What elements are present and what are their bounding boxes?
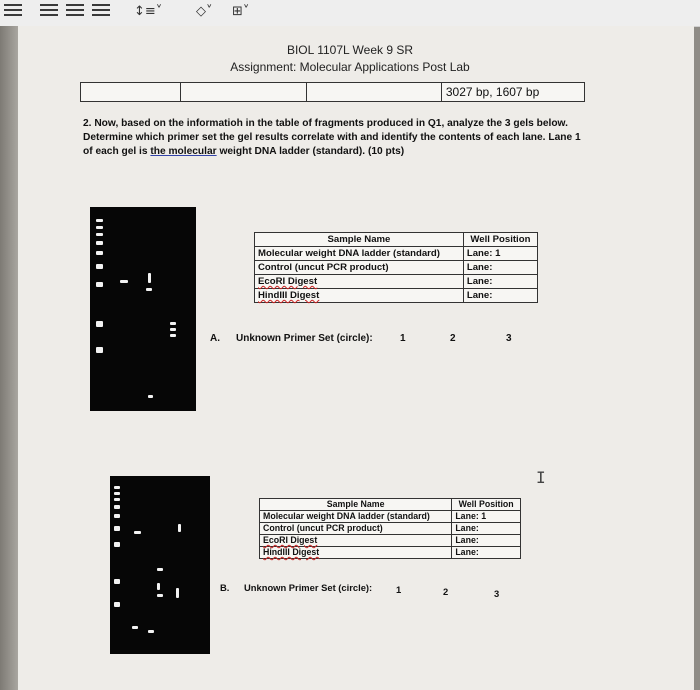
primer-option-2[interactable]: 2 [450,333,456,344]
gel-band [132,626,138,629]
answer-cell-empty[interactable] [181,83,306,101]
gel-band [96,241,103,245]
gel-band [96,282,103,287]
table-header-well: Well Position [452,499,521,511]
well-cell[interactable]: Lane: [452,535,521,547]
align-left-icon[interactable] [4,4,22,18]
gel-band [96,321,103,327]
gel-band [176,588,179,598]
shading-icon[interactable]: ◇˅ [196,4,213,19]
primer-label-a: Unknown Primer Set (circle): [236,333,373,344]
answer-cell-empty[interactable] [307,83,442,101]
page-shadow [0,26,18,690]
well-cell[interactable]: Lane: 1 [452,511,521,523]
answer-cell-empty[interactable] [81,83,181,101]
sample-name-cell: Molecular weight DNA ladder (standard) [255,247,464,261]
primer-option-2[interactable]: 2 [443,586,449,597]
gel-band [96,219,103,222]
well-cell[interactable]: Lane: [463,275,537,289]
answer-cell-value[interactable] [442,83,584,101]
answer-text: 3027 bp, 1607 bp [445,85,540,99]
gel-band [96,251,103,255]
sample-name-cell: Molecular weight DNA ladder (standard) [260,511,452,523]
line-spacing-icon[interactable]: ↕≡˅ [134,4,163,19]
sample-name-cell: Control (uncut PCR product) [255,261,464,275]
well-cell[interactable]: Lane: 1 [463,247,537,261]
primer-option-1[interactable]: 1 [400,333,406,344]
well-cell[interactable]: Lane: [463,289,537,303]
gel-band [170,322,176,325]
gel-band [114,542,120,547]
gel-image-a [90,207,196,411]
gel-band [178,524,181,532]
sample-table-b [259,498,521,559]
sample-name-cell: HindIII Digest [260,547,452,559]
well-cell[interactable]: Lane: [452,547,521,559]
gel-band [114,498,120,501]
gel-band [114,526,120,531]
gel-band [170,328,176,331]
table-header-well: Well Position [463,233,537,247]
sample-name-cell: EcoRI Digest [255,275,464,289]
align-right-icon[interactable] [66,4,84,18]
gel-band [148,630,154,633]
gel-band [114,602,120,607]
course-title: BIOL 1107L Week 9 SR [286,43,414,57]
gel-band [96,347,103,353]
primer-option-1[interactable]: 1 [396,584,402,595]
sample-name-cell: HindIII Digest [255,289,464,303]
question-line: Determine which primer set the gel results correlate with and identify the contents of each lane. Lane 1 [83,132,581,143]
well-cell[interactable]: Lane: [452,523,521,535]
gel-image-b [110,476,210,654]
gel-band [114,579,120,584]
assignment-title: Assignment: Molecular Applications Post Lab [230,60,470,74]
justify-icon[interactable] [92,4,110,18]
question-part: h in the table of fragments produced in Q1, analyze the 3 gels below. [236,118,568,129]
gel-band [96,233,103,236]
gel-band [170,334,176,337]
primer-letter-b: B. [220,582,230,593]
gel-band [114,492,120,495]
question-part: weight DNA ladder (standard). (10 pts) [216,146,405,157]
gel-band [96,226,103,229]
gel-band [114,514,120,518]
borders-icon[interactable]: ⊞˅ [232,4,250,19]
primer-option-3[interactable]: 3 [494,588,500,599]
sample-name-cell: EcoRI Digest [260,535,452,547]
gel-band [157,583,160,590]
gel-band [157,568,163,571]
primer-label-b: Unknown Primer Set (circle): [244,582,373,593]
table-header-sample: Sample Name [260,499,452,511]
align-center-icon[interactable] [40,4,58,18]
gel-band [114,505,120,509]
text-cursor-icon: I [536,468,546,487]
question-underlined: the molecular [150,146,217,157]
q1-answer-table [80,82,585,102]
gel-band [148,395,153,398]
table-header-sample: Sample Name [255,233,464,247]
editor-toolbar [0,0,700,27]
gel-band [134,531,141,534]
primer-letter-a: A. [210,333,220,344]
sample-name-cell: Control (uncut PCR product) [260,523,452,535]
gel-band [96,264,103,269]
well-cell[interactable]: Lane: [463,261,537,275]
question-part: 2. Now, based on the informatio [83,118,237,129]
gel-band [157,594,163,597]
gel-band [146,288,152,291]
primer-option-3[interactable]: 3 [506,333,512,344]
sample-table-a [254,232,538,303]
question-part: of each gel is [83,146,151,157]
gel-band [120,280,128,283]
gel-band [148,273,151,283]
gel-band [114,486,120,489]
question-text [83,117,583,159]
